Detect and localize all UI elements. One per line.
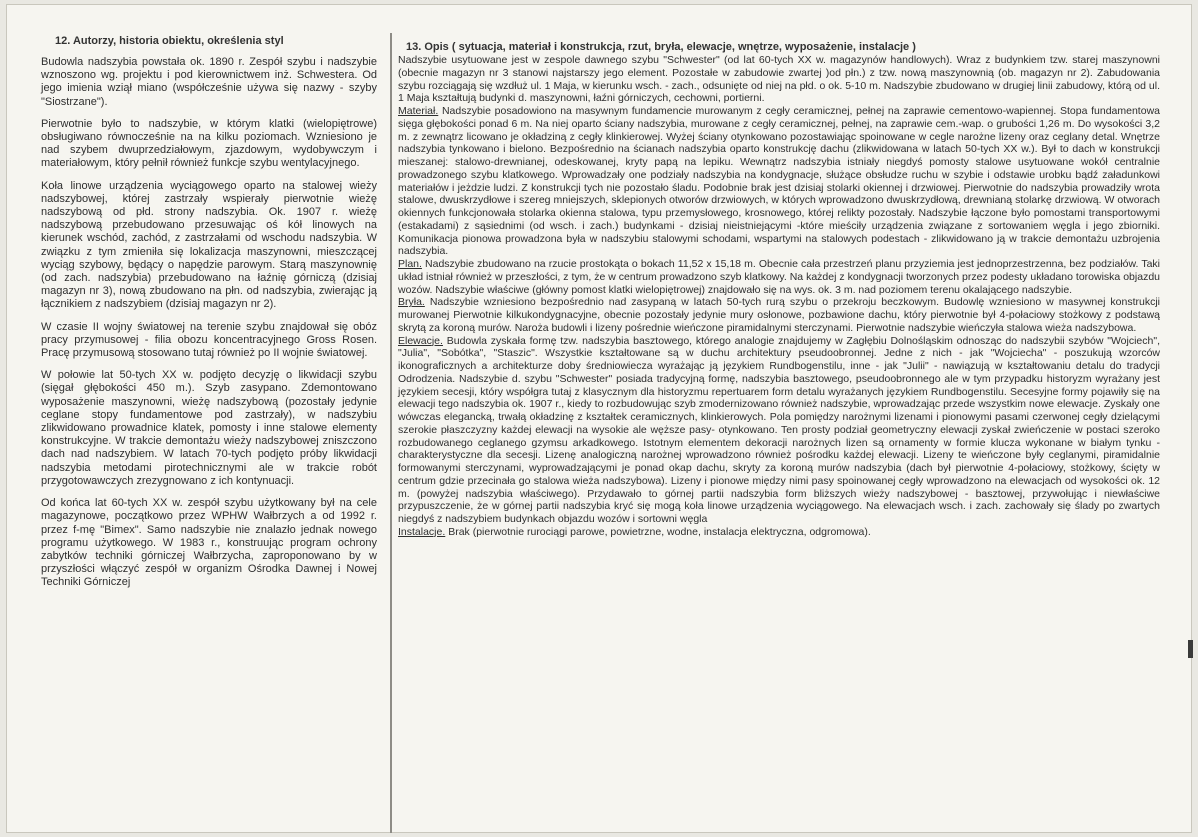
- elevations-paragraph: [398, 335, 1160, 526]
- history-paragraph-2: Pierwotnie było to nadszybie, w którym klatki (wielopiętrowe) obsługiwano równocześnie na na kilku poziomach. Wzniesiono je nad szybem dwuprzedziałowym, zjazdowym, wydobywczym i materiałowym, który pełnił również funkcje szybu wentylacyjnego.: [41, 117, 377, 170]
- column-divider: [390, 33, 392, 833]
- installations-term: Instalacje.: [398, 525, 446, 538]
- plan-paragraph: [398, 258, 1160, 296]
- elevations-text: Budowla zyskała formę tzw. nadszybia basztowego, którego analogie znajdujemy w Zagłębiu Dolnośląskim odnosząc do nadszybii szybów "Wojciech", "Julia", "Sobótka", "Staszic". Wszystkie kształtowane są w duchu architektury pseudoobronnej. Jedne z nich - jak "Wojciecha" - poszukują wzorców ikonograficznych a architekturze doby średniowiecza wyrażając ją językiem Rundbogenstilu, inne - jak "Julii" - nawiązują w kształtowaniu detalu do tradycji Odrodzenia. Nadszybie d. szybu "Schwester" posiada tradycyjną formę, nadszybia basztowego, pseudoobronnego ale w tym przypadku historyzm wyrażany jest językiem secesji, który współgra tutaj z klasycznym dla historyzmu repertuarem form detalu wyrażanych językiem Rundbogenstilu. Secesyjne formy pojawiły się na elewacji tego nadszybia ok. 1907 r., kiedy to rozbudowując szyb zmodernizowano również nadszybie, wprowadzając przede wszystkim nowe elewacje. Zyskały one wówczas elegancką, trwałą okładzinę z kształtek ceramicznych, klinkierowych. Pola pomiędzy narożnymi lizenami i pionowymi pasami czerwonej cegły dzielącymi szerokie płaszczyzny każdej elewacji na wysokie ale węższe pasy- otynkowano. Ten prosty podział geometryczny elewacji zyskał zwieńczenie w postaci szeroko rozbudowanego ceglanego gzymsu arkadkowego. Istotnym elementem dekoracji narożnych lizen są ornamenty w formie klucza wykonane w białym tynku - charakterystyczne dla secesji. Lizenę analogiczną narożnej wprowadzono również pośrodku każdej elewacji. Lizeny te wieńczone były ceglanymi, piramidalnie formowanymi sterczynami, wyprowadzającymi je ponad okap dachu, skryty za koroną murów nadszybia (dach był pierwotnie 4-połaciowy, stożkowy, ścięty w centrum gdzie przecinała go stalowa wieża nadszybowa). Lizeny i pionowe między nimi pasy spoinowanej cegły wprowadzono na elewacjach od wysokości ok. 12 m. (powyżej nadszybia właściwego). Przydawało to górnej partii nadszybia form bliższych wieży nadszybowej - basztowej, przywołując i niewłaściwe przypuszczenie, że w górnej partii nadszybia kryć się mogą koła linowe urządzenia wyciągowego. Na elewacjach wsch. i zach. zachowały się ślady po zwartych niegdyś z nadszybiem budynkach objazdu wozów i sortowni węgla: [398, 334, 1160, 525]
- material-text: Nadszybie posadowiono na masywnym fundamencie murowanym z cegły ceramicznej, pełnej na zaprawie cementowo-wapiennej. Stopa fundamentowa sięga głębokości ponad 6 m. Na niej oparto ściany nadszybia, murowane z cegły ceramicznej, pełnej, na zaprawie cem.-wap. o grubości 1,26 m. Do wysokości 3,2 m. z zewnątrz licowano je okładziną z cegły klinkierowej. Wyżej ściany otynkowano pozostawiając spoinowane w cegle narożne lizeny oraz ceglany detal. Wnętrze nadszybia tynkowano i bielono. Bezpośrednio na ścianach nadszybia oparto konstrukcję dachu (zlikwidowana w latach 50-tych XX w.). Był to dach w konstrukcji mieszanej: stalowo-drewnianej, odeskowanej, kryty papą na lepiku. Wewnątrz nadszybia istniały niegdyś pomosty stalowe usytuowane wokół centralnie prowadzonego szybu klatkowego. Wprowadzały one podziały nadszybia na kondygnacje, służące obsłudze ruchu w szybie i odstawie urobku bądź załadunkowi materiałów i jeżdzie ludzi. Z konstrukcji tych nie pozostało śladu. Podobnie brak jest dzisiaj stolarki okiennej i drzwiowej. Pierwotnie do nadszybia prowadziły wrota stalowe, dwuskrzydłowe i szereg mniejszych, sklepionych otworów drzwiowych, w których wprowadzono dwuskrzydłową, drewnianą stolarkę drzwiową. W otworach okiennych funkcjonowała stolarka okienna stalowa, typu przemysłowego, krosnowego, której relikty pozostały. Nadszybie łączone było pomostami transportowymi (estakadami) z sąsiednimi (od wsch. i zach.) budynkami - dzisiaj nieistniejącymi -które mieściły urządzenia związane z sortowaniem węgla i jego zbiorniki. Komunikacja pionowa prowadzona była w nadszybiu stalowymi schodami, wspartymi na stalowych podestach - zlikwidowano ją w trakcie demontażu uzbrojenia nadszybia.: [398, 105, 1160, 258]
- installations-text: Brak (pierwotnie rurociągi parowe, powietrzne, wodne, instalacja elektryczna, odgromowa).: [445, 525, 871, 538]
- document-sheet: [6, 4, 1192, 833]
- form-term: Bryła.: [398, 296, 425, 309]
- left-column: [41, 35, 377, 599]
- section-13-heading: 13. Opis ( sytuacja, materiał i konstrukcja, rzut, bryła, elewacje, wnętrze, wyposażenie, instalacje ): [406, 41, 916, 53]
- plan-text: Nadszybie zbudowano na rzucie prostokąta o bokach 11,52 x 15,18 m. Obecnie cała przestrzeń planu przyziemia jest jednoprzestrzenna, bez podziałów. Taki układ istniał również w przeszłości, z tym, że w centrum prowadzono szyb klatkowy. Na każdej z kondygnacji tworzonych przez podesty układano torowiska objazdu wozów. Nadszybie właściwe (główny pomost klatki wielopiętrowej) znajdowało się na wys. ok. 3 m. nad poziomem terenu okalającego nadszybie.: [398, 258, 1160, 296]
- form-paragraph: [398, 296, 1160, 334]
- material-paragraph: [398, 105, 1160, 258]
- history-paragraph-1: Budowla nadszybia powstała ok. 1890 r. Zespół szybu i nadszybie wznoszono wg. projektu i pod kierownictwem inż. Schwestera. Od jego imienia wziął miano (współcześnie używa się nazwy - szyby "Siostrzane").: [41, 56, 377, 108]
- scan-edge-mark: [1188, 640, 1193, 658]
- history-paragraph-5: W połowie lat 50-tych XX w. podjęto decyzję o likwidacji szybu (sięgał głębokości 450 m.). Szyb zasypano. Zdemontowano wyposażenie maszynowni, wieżę nadszybową (pozostały jedynie ceglane stopy fundamentowe pod zastrzały), w nadszybiu zlikwidowano prowadnice klatek, pomosty i inne stalowe elementy konstrukcyjne. W trakcie demontażu wieży nadszybowej zniszczono dach nad nadszybiem. W latach 70-tych podjęto próby likwidacji nadszybia metodami pirotechnicznymi ale w trakcie robót przygotowawczych zrezygnowano z ich kontynuacji.: [41, 369, 377, 487]
- material-term: Materiał.: [398, 105, 439, 117]
- form-text: Nadszybie wzniesiono bezpośrednio nad zasypaną w latach 50-tych rurą szybu o przekroju beczkowym. Budowlę wzniesiono w masywnej konstrukcji murowanej Pierwotnie kilkukondygnacyjne, obecnie pozostały jedynie mury osłonowe, pozbawione dachu, który pierwotnie był 4-połaciowy stożkowy z podstawą skrytą za koroną murów. Naroża budowli i lizeny pośrednie wieńczone piramidalnymi sterczynami. Pierwotnie nadszybie wieńczyła stalowa wieża nadszybowa.: [398, 296, 1160, 334]
- history-paragraph-4: W czasie II wojny światowej na terenie szybu znajdował się obóz pracy przymusowej - filia obozu koncentracyjnego Gross Rosen. Pracę przymusową stosowano tutaj również po II wojnie światowej.: [41, 320, 377, 360]
- description-intro: Nadszybie usytuowane jest w zespole dawnego szybu "Schwester" (od lat 60-tych XX w. magazynów handlowych). Wraz z budynkiem tzw. starej maszynowni (obecnie magazyn nr 3 stanowi najstarszy jego element. Pozostałe w zabudowie zwartej )od płn.) z tzw. nową maszynownią (ob. magazyn nr 2). Zabudowania szybu rozciągają się wzdłuż ul. 1 Maja, w kierunku wsch. - zach., odsunięte od niej na płd. o ok. 5-10 m. Nadszybie zbudowano w drugiej linii zabudowy, którą od ul. 1 Maja kształtują budynki d. maszynowni, łaźni górniczych, cechowni, portierni.: [398, 54, 1160, 105]
- installations-paragraph: [398, 526, 1160, 539]
- section-12-heading: 12. Autorzy, historia obiektu, określenia styl: [55, 35, 284, 47]
- history-paragraph-3: Koła linowe urządzenia wyciągowego oparto na stalowej wieży nadszybowej, której zastrzały wspierały pierwotnie wieżę nadszybową od płd. strony nadszybia. Ok. 1907 r. wieżę nadszybową przebudowano przesuwając oś kół linowych na kierunek wschód, zachód, z zastrzałami od wschodu nadszybia. W związku z tym zmieniła się lokalizacja maszynowni, mieszczącej wyciąg szybowy, będący o napędzie parowym. Starą maszynownię (od zach. nadszybia) przebudowano na łaźnię górniczą (dzisiaj magazyn nr 3), nową zbudowano na płn. od nadszybia, zwierając ją łącznikiem z nadszybiem (dzisiaj magazyn nr 2).: [41, 179, 377, 311]
- elevations-term: Elewacje.: [398, 334, 443, 347]
- plan-term: Plan.: [398, 258, 422, 270]
- right-column: [398, 41, 1160, 539]
- history-paragraph-6: Od końca lat 60-tych XX w. zespół szybu użytkowany był na cele magazynowe, początkowo przez WPHW Wałbrzych a od 1992 r. przez f-mę "Bimex". Samo nadszybie nie znalazło jednak nowego programu użytkowego. W 1983 r., konstruując program ochrony zabytków techniki górniczej Wałbrzycha, zaproponowano by w przyszłości włączyć zespół w organizm Ośrodka Dawnej i Nowej Techniki Górniczej: [41, 497, 377, 589]
